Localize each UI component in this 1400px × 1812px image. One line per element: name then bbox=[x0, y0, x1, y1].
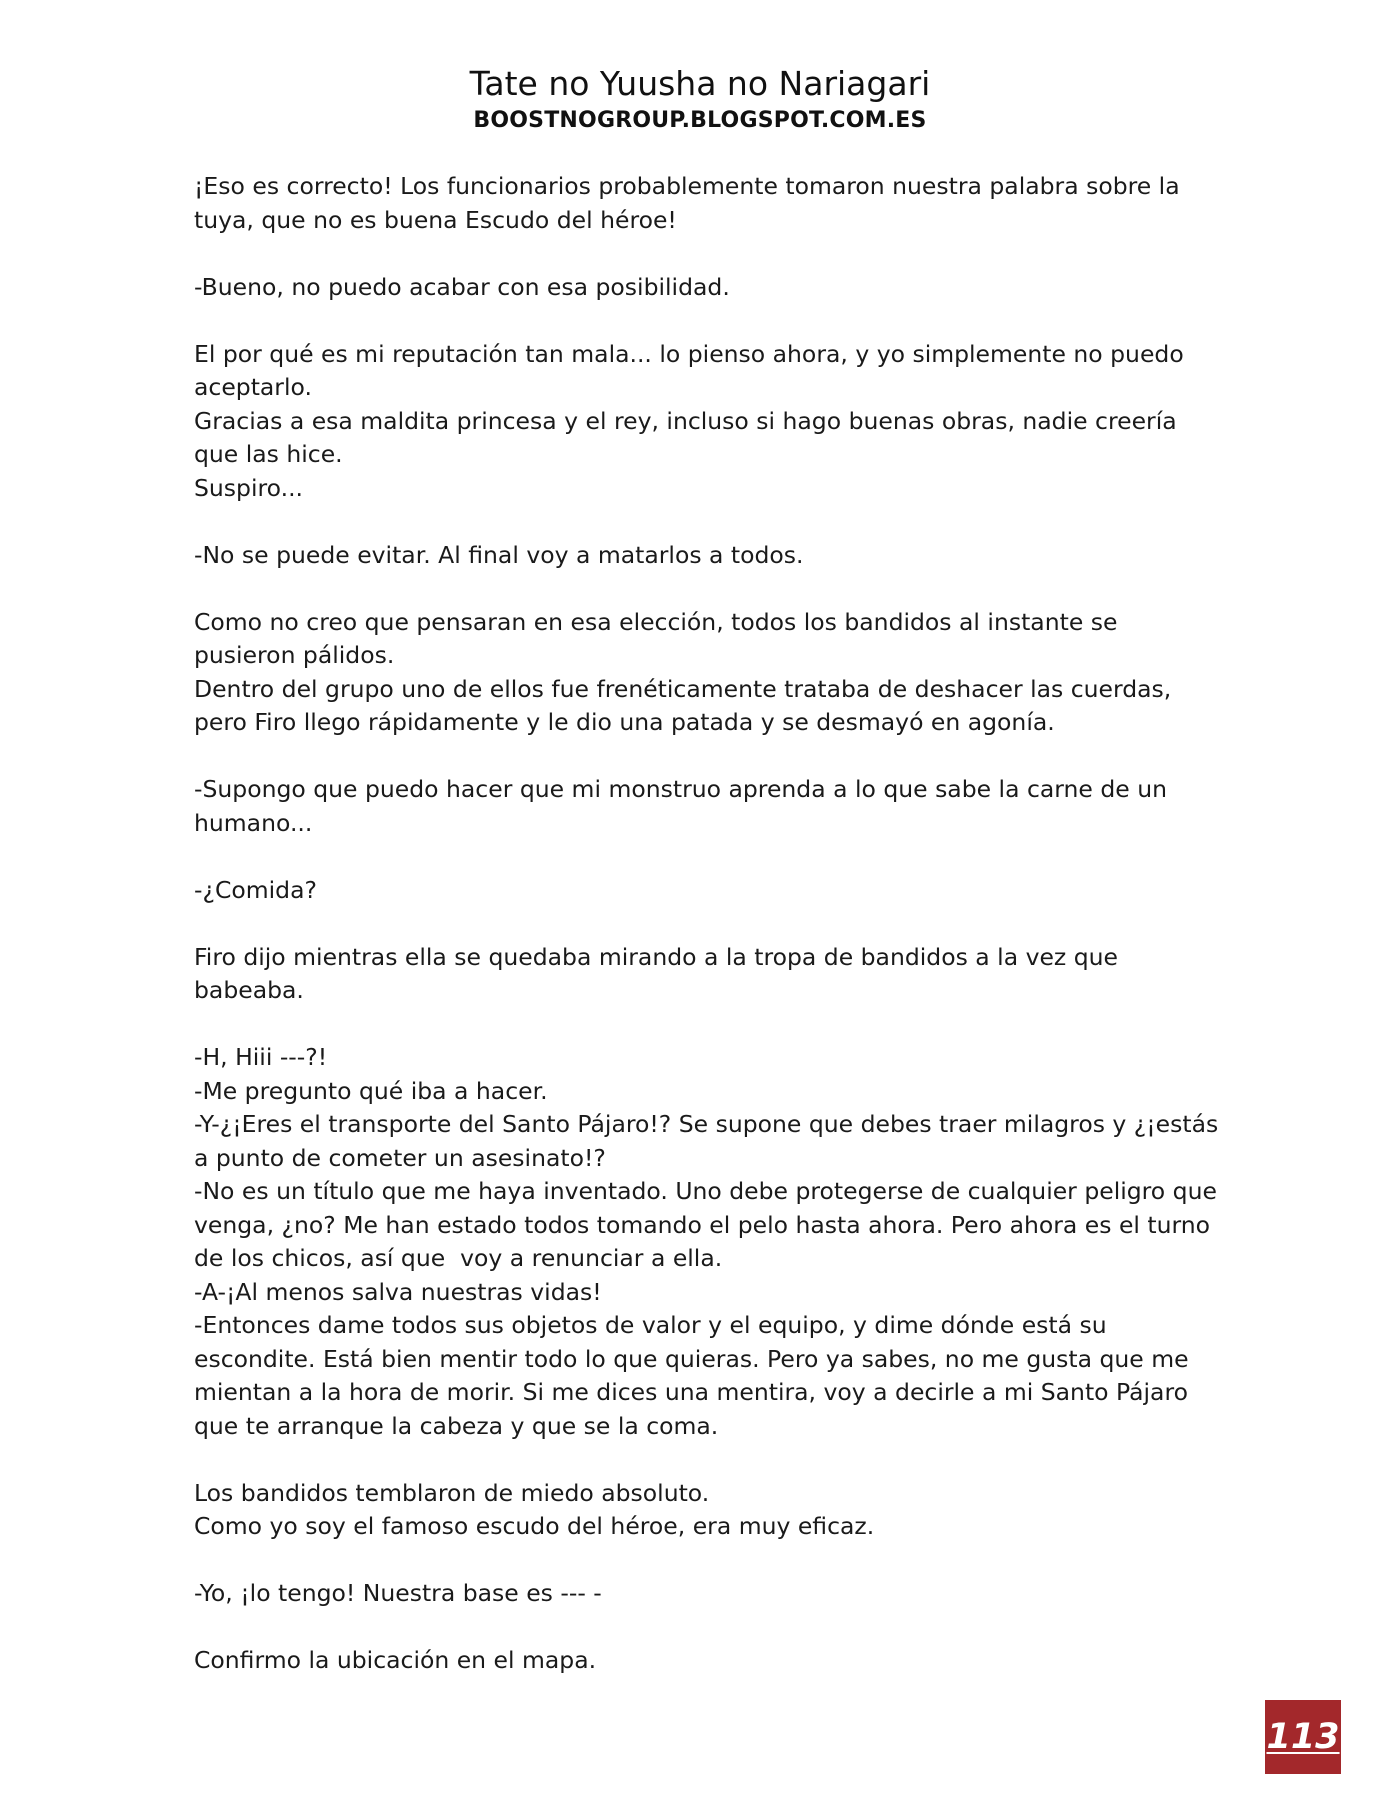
page-header bbox=[0, 62, 1400, 136]
book-title: Tate no Yuusha no Nariagari bbox=[469, 64, 931, 103]
text-line: -Supongo que puedo hacer que mi monstruo aprenda a lo que sabe la carne de un humano... bbox=[194, 775, 1175, 837]
blog-url: BOOSTNOGROUP.BLOGSPOT.COM.ES bbox=[473, 108, 927, 133]
text-line: -Yo, ¡lo tengo! Nuestra base es --- - bbox=[194, 1579, 602, 1607]
page-body bbox=[194, 170, 1224, 1711]
paragraph bbox=[194, 874, 1224, 908]
paragraph bbox=[194, 539, 1224, 573]
paragraph bbox=[194, 1577, 1224, 1611]
text-line: -Bueno, no puedo acabar con esa posibilidad. bbox=[194, 272, 730, 301]
page-number-badge: 113 bbox=[1265, 1700, 1341, 1774]
text-line: Dentro del grupo uno de ellos fue frenéticamente trataba de deshacer las cuerdas, pero Firo llego rápidamente y le dio una patada y se desmayó en agonía. bbox=[194, 674, 1179, 736]
paragraph bbox=[194, 170, 1224, 237]
text-line: -No se puede evitar. Al final voy a matarlos a todos. bbox=[194, 540, 804, 569]
paragraph bbox=[194, 773, 1224, 840]
text-line: -H, Hiii ---?! bbox=[194, 1043, 328, 1071]
paragraph bbox=[194, 1477, 1224, 1544]
text-line: -Me pregunto qué iba a hacer. bbox=[194, 1076, 548, 1105]
text-line: Confirmo la ubicación en el mapa. bbox=[194, 1646, 597, 1674]
text-line: Como yo soy el famoso escudo del héroe, era muy eficaz. bbox=[194, 1512, 875, 1540]
text-line: -Y-¿¡Eres el transporte del Santo Pájaro!? Se supone que debes traer milagros y ¿¡estás a punto de cometer un asesinato!? bbox=[194, 1110, 1226, 1172]
text-line: Como no creo que pensaran en esa elección, todos los bandidos al instante se pusieron pálidos. bbox=[194, 607, 1125, 669]
text-line: Suspiro... bbox=[194, 473, 304, 502]
paragraph bbox=[194, 1644, 1224, 1678]
paragraph bbox=[194, 1041, 1224, 1443]
text-line: ¡Eso es correcto! Los funcionarios probablemente tomaron nuestra palabra sobre la tuya, que no es buena Escudo del héroe! bbox=[194, 172, 1188, 234]
text-line: El por qué es mi reputación tan mala... lo pienso ahora, y yo simplemente no puedo aceptarlo. bbox=[194, 339, 1192, 401]
paragraph bbox=[194, 271, 1224, 305]
paragraph bbox=[194, 338, 1224, 506]
text-line: -¿Comida? bbox=[194, 875, 317, 904]
text-line: -A-¡Al menos salva nuestras vidas! bbox=[194, 1277, 602, 1306]
text-line: Gracias a esa maldita princesa y el rey, incluso si hago buenas obras, nadie creería que las hice. bbox=[194, 406, 1185, 468]
paragraph bbox=[194, 941, 1224, 1008]
text-line: -No es un título que me haya inventado. Uno debe protegerse de cualquier peligro que venga, ¿no? Me han estado todos tomando el pelo hasta ahora. Pero ahora es el turno de los chicos, así que voy a renunciar a ella. bbox=[194, 1177, 1225, 1272]
text-line: Los bandidos temblaron de miedo absoluto. bbox=[194, 1478, 710, 1507]
text-line: -Entonces dame todos sus objetos de valor y el equipo, y dime dónde está su escondite. Está bien mentir todo lo que quieras. Pero ya sabes, no me gusta que me mientan a la hora de morir. Si me dices una mentira, voy a decirle a mi Santo Pájaro que te arranque la cabeza y que se la coma. bbox=[194, 1311, 1197, 1440]
paragraph bbox=[194, 606, 1224, 740]
text-line: Firo dijo mientras ella se quedaba mirando a la tropa de bandidos a la vez que babeaba. bbox=[194, 942, 1126, 1004]
